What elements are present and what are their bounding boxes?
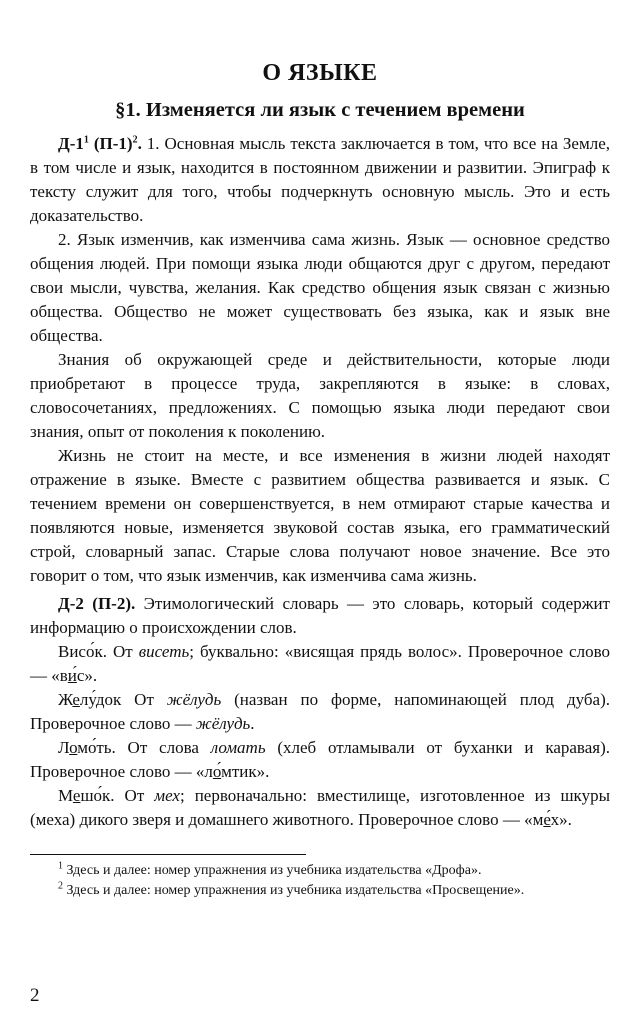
footnote-1: $^1$ Здесь и далее: номер упражнения из учебника издательства «Дрофа». bbox=[58, 860, 482, 878]
entry-zheludok: Желу́док От жёлудь (назван по форме, напоминающей плод дуба). Проверочное слово — жёлудь. bbox=[30, 690, 610, 733]
paragraph-d1-p1: $Д-1^1$ $(П-1)^2$. 1. Основная мысль текста заключается в том, что все на Земле, в том числе и язык, находится в постоянном движении и развитии. Эпиграф к тексту служит для того, чтобы подчеркнуть основную мысль. Это и есть доказательство. bbox=[30, 134, 611, 225]
footnote-ref-1: 1 bbox=[83, 134, 89, 146]
entry-visok: Висо́к. От висеть; буквально: «висящая прядь волос». Проверочное слово — «ви́с». bbox=[30, 642, 610, 685]
footnote-divider bbox=[30, 854, 306, 855]
footnote-2: $^2$ Здесь и далее: номер упражнения из учебника издательства «Просвещение». bbox=[58, 880, 525, 898]
page-title: О ЯЗЫКЕ bbox=[262, 60, 378, 86]
paragraph-d2-intro: Д-2 (П-2). Этимологический словарь — это словарь, который содержит информацию о происхождении слов. bbox=[30, 594, 610, 637]
section-title: §1. Изменяется ли язык с течением времени bbox=[115, 99, 525, 121]
entry-meshok: Мешо́к. От мех; первоначально: вместилище, изготовленное из шкуры (меха) дикого зверя и домашнего животного. Проверочное слово — «ме́х». bbox=[30, 786, 610, 829]
paragraph-d1-p3: Знания об окружающей среде и действительности, которые люди приобретают в процессе труда, закрепляются в языке: в словах, словосочетаниях, предложениях. С помощью языка люди передают свои знания, опыт от поколения к поколению. bbox=[30, 350, 610, 441]
entry-lomot: Ломо́ть. От слова ломать (хлеб отламывали от буханки и каравая). Проверочное слово — «ло́мтик». bbox=[30, 738, 610, 781]
footnote-ref-2: 2 bbox=[132, 134, 138, 146]
exercise-label-d2: Д-2 (П-2). bbox=[58, 594, 136, 613]
page-number: 2 bbox=[30, 985, 40, 1006]
page bbox=[30, 0, 610, 901]
paragraph-d1-p2: 2. Язык изменчив, как изменчива сама жизнь. Язык — основное средство общения людей. При помощи языка люди общаются друг с другом, передают свои мысли, чувства, желания. Как средство общения язык связан с жизнью общества. Общество не может существовать без языка, как и язык вне общества. bbox=[30, 230, 610, 345]
paragraph-d1-p4: Жизнь не стоит на месте, и все изменения в жизни людей находят отражение в языке. Вместе с развитием общества развивается и язык. С течением времени он совершенствуется, в нем отмирают старые качества и появляются новые, изменяется звуковой состав языка, его грамматический строй, словарный запас. Старые слова получают новое значение. Все это говорит о том, что язык изменчив, как изменчива сама жизнь. bbox=[30, 446, 610, 585]
exercise-label-d1: $Д-1^1$ $(П-1)^2$. bbox=[58, 134, 142, 153]
